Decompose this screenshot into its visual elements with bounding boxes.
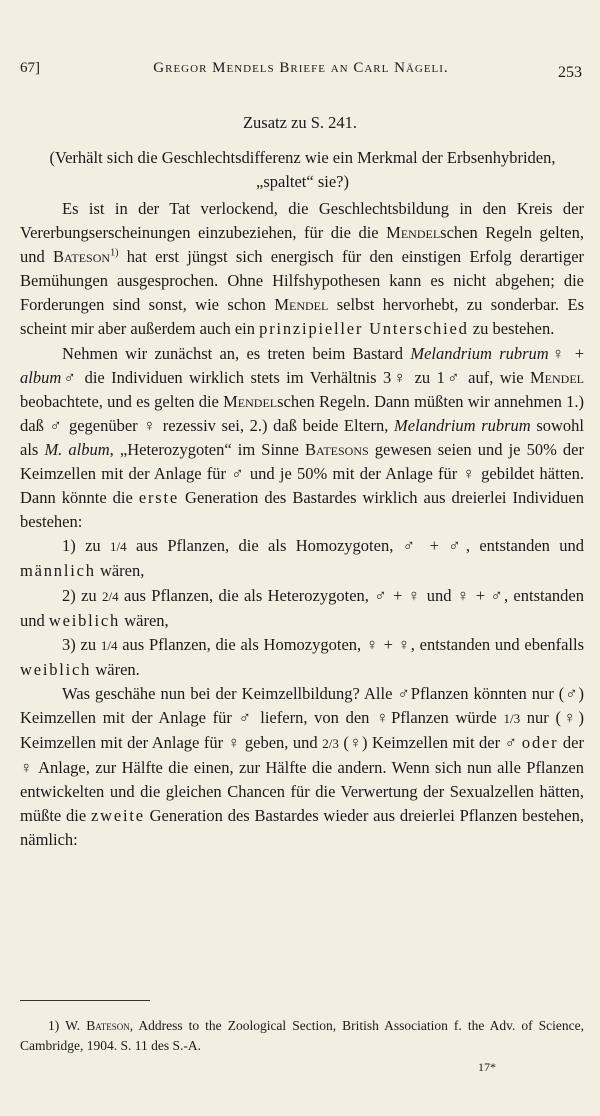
- emphasis-spaced: männlich: [20, 561, 96, 581]
- species-name: album: [20, 367, 62, 387]
- text-run: sowohl als: [20, 415, 585, 459]
- text-run: zu bestehen.: [468, 319, 555, 339]
- footnote: [20, 1016, 584, 1056]
- text-run: hat erst jüngst sich energisch für den einstigen Erfolg derartiger Bemühungen ausgesprochen. Ohne Hilfshypothesen kann es nicht abgehen; die Forderungen sind sonst, wie schon: [20, 247, 585, 315]
- footnote-marker: 1): [48, 1018, 60, 1033]
- paragraph-3: [20, 682, 584, 853]
- author-name: Mendel: [386, 223, 441, 243]
- paragraph-2: [20, 342, 584, 535]
- author-name: Mendel: [530, 367, 584, 387]
- emphasis-spaced: oder: [521, 733, 559, 753]
- fraction: 2/3: [322, 736, 339, 752]
- text-run: selbst hervorhebt, zu sonderbar. Es scheint mir aber außerdem auch ein: [20, 295, 584, 339]
- author-name: Mendel: [223, 391, 278, 411]
- text-run: schen Regeln. Dann müßten wir annehmen 1.) daß ♂ gegenüber ♀ rezessiv sei, 2.) daß beide Eltern,: [20, 391, 584, 435]
- text-run: Es ist in der Tat verlockend, die Geschlechtsbildung in den Kreis der Vererbungserscheinungen einzubeziehen, für die die: [20, 199, 584, 243]
- text-run: schen Regeln gelten, und: [20, 223, 584, 267]
- species-name: M. album: [44, 439, 110, 459]
- signature-mark: 17*: [478, 1060, 496, 1074]
- emphasis-spaced: zweite: [90, 806, 145, 826]
- text-run: wären.: [91, 659, 140, 679]
- list-item-2: [20, 584, 584, 633]
- emphasis-spaced: erste: [138, 488, 180, 508]
- footnote-reference[interactable]: 1): [110, 247, 119, 259]
- author-name: Batesons: [305, 439, 369, 459]
- list-number: 1) zu: [62, 536, 111, 556]
- author-name: Bateson: [53, 247, 111, 267]
- text-run: , Address to the Zoological Section, British Association f. the Adv. of Science, Cambridge, 1904. S. 11 des S.-A.: [20, 1018, 585, 1053]
- header-title: Gregor Mendels Briefe an Carl Nägeli.: [153, 60, 449, 76]
- emphasis-spaced: weiblich: [48, 610, 121, 630]
- text-run: ♂ die Individuen wirklich stets im Verhältnis 3♀ zu 1♂ auf, wie: [61, 367, 530, 387]
- emphasis-spaced: prinzipieller Unterschied: [259, 319, 469, 339]
- text-run: aus Pflanzen, die als Homozygoten, ♀ + ♀, entstanden und ebenfalls: [117, 634, 584, 654]
- list-item-3: [20, 633, 584, 682]
- list-number: 2) zu: [62, 585, 102, 605]
- footnote-divider: [20, 1000, 150, 1001]
- text-run: (♀) Keimzellen mit der ♂: [338, 733, 522, 753]
- text-run: aus Pflanzen, die als Heterozygoten, ♂ + ♀ und ♀ + ♂, entstanden und: [20, 585, 584, 630]
- author-name: W. Bateson: [65, 1018, 130, 1033]
- author-name: Mendel: [274, 295, 329, 315]
- text-run: gewesen seien und je 50% der Keimzellen mit der Anlage für ♂ und je 50% mit der Anlage für ♀ gebildet hätten. Dann könnte die: [20, 439, 584, 508]
- text-run: , „Heterozygoten“ im Sinne: [109, 439, 305, 459]
- text-run: Generation des Bastardes wieder aus dreierlei Pflanzen bestehen, nämlich:: [20, 806, 584, 850]
- page-number: 253: [558, 64, 582, 81]
- text-run: Was geschähe nun bei der Keimzellbildung? Alle ♂Pflanzen könnten nur (♂) Keimzellen mit der Anlage für ♂ liefern, von den ♀Pflanzen würde: [20, 683, 584, 727]
- header-left-marker: 67]: [20, 60, 40, 76]
- fraction: 2/4: [102, 588, 119, 604]
- emphasis-spaced: weiblich: [20, 659, 92, 679]
- section-title: Zusatz zu S. 241.: [242, 113, 358, 132]
- fraction: 1/4: [100, 637, 118, 653]
- section-subtitle: (Verhält sich die Geschlechtsdifferenz wie ein Merkmal der Erbsenhybriden, „spaltet“ sie?): [49, 148, 556, 191]
- species-name: Melandrium rubrum: [410, 343, 549, 363]
- list-number: 3) zu: [62, 634, 101, 654]
- text-run: wären,: [95, 561, 145, 581]
- text-run: beobachtete, und es gelten die: [20, 391, 224, 411]
- text-run: ♀ +: [548, 343, 584, 363]
- paragraph-1: [20, 197, 584, 342]
- text-run: der ♀ Anlage, zur Hälfte die einen, zur Hälfte die andern. Wenn sich nun alle Pflanzen entwickelten und die gleichen Chancen für die Verwertung der Sexualzellen hätten, müßte die: [20, 733, 584, 826]
- species-name: Melandrium rubrum: [394, 415, 531, 435]
- text-run: wären,: [120, 610, 169, 630]
- text-run: Generation des Bastardes wirklich aus dreierlei Individuen bestehen:: [20, 488, 584, 532]
- text-run: Nehmen wir zunächst an, es treten beim Bastard: [62, 343, 411, 363]
- text-run: aus Pflanzen, die als Homozygoten, ♂ + ♂, entstanden und: [126, 536, 584, 556]
- text-run: nur (♀) Keimzellen mit der Anlage für ♀ geben, und: [20, 707, 584, 753]
- fraction: 1/4: [110, 539, 127, 555]
- body-text: [20, 197, 584, 853]
- footnote-text: [20, 1016, 584, 1056]
- list-item-1: [20, 534, 584, 583]
- fraction: 1/3: [503, 710, 521, 726]
- running-header: [20, 60, 582, 84]
